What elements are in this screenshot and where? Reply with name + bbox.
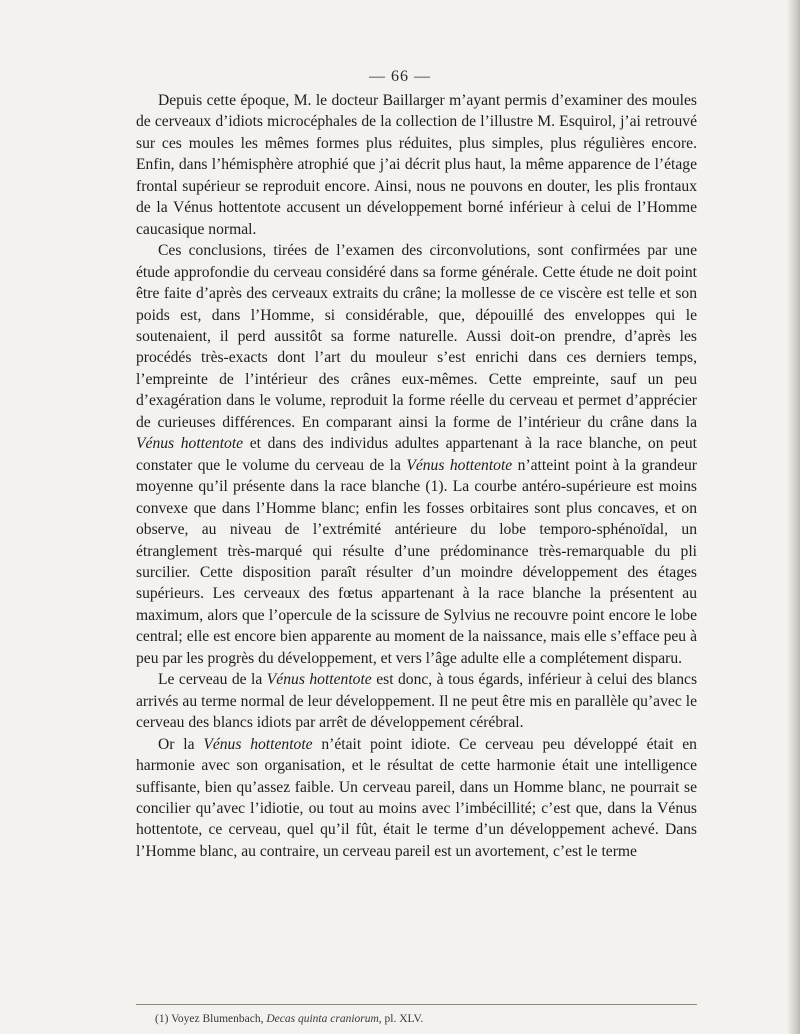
body-text — [136, 90, 697, 862]
italic-text-run: Vénus hottentote — [266, 671, 372, 689]
footnote-divider — [136, 1004, 697, 1005]
text-run: Or la — [158, 735, 204, 753]
italic-text-run: Decas quinta craniorum — [266, 1013, 379, 1025]
text-run: (1) Voyez Blumenbach, — [155, 1013, 267, 1025]
footnote — [155, 1012, 695, 1026]
page-number: — 66 — — [369, 68, 431, 85]
text-run: Ces conclusions, tirées de l’examen des circonvolutions, sont confirmées par une étude approfondie du cerveau considéré dans sa forme générale. Cette étude ne doit point être faite d’après des cerveaux extraits du crâne; la mollesse de ce viscère est telle et son poids est, dans l’Homme, si considérable, que, dépouillé des enveloppes qui le soutenaient, il perd aussitôt sa forme naturelle. Aussi doit-on prendre, d’après les procédés très-exacts dont l’art du mouleur s’est enrichi dans ces derniers temps, l’empreinte de l’intérieur des crânes eux-mêmes. Cette empreinte, sauf un peu d’exagération dans le volume, reproduit la forme réelle du cerveau et permet d’apprécier de curieuses différences. En comparant ainsi la forme de l’intérieur du crâne dans la — [136, 242, 697, 431]
text-run: et dans des individus adultes appartenant à la race blanche, on peut constater que le volume du cerveau de la — [136, 435, 697, 474]
italic-text-run: Vénus hottentote — [406, 456, 513, 474]
italic-text-run: Vénus hottentote — [203, 735, 313, 753]
paragraph — [136, 734, 697, 863]
paragraph — [136, 240, 697, 669]
text-run: n’atteint point à la grandeur moyenne qu’il présente dans la race blanche (1). La courbe antéro-supérieure est moins convexe que dans l’Homme blanc; enfin les fosses orbitaires sont plus concaves, et on observe, au niveau de l’extrémité antérieure du lobe temporo-sphénoïdal, un étranglement très-marqué qui résulte d’une prédominance très-remarquable du pli surcilier. Cette disposition paraît résulter d’un moindre développement des étages supérieurs. Les cerveaux des fœtus appartenant à la race blanche la présentent au maximum, alors que l’opercule de la scissure de Sylvius ne recouvre point encore le lobe central; elle est encore bien apparente au moment de la naissance, mais elle s’efface peu à peu par les progrès du développement, et vers l’âge adulte elle a complétement disparu. — [136, 456, 697, 667]
italic-text-run: Vénus hottentote — [136, 435, 244, 453]
paragraph — [136, 90, 697, 240]
page-edge-shadow — [788, 0, 800, 1034]
text-run: est donc, à tous égards, inférieur à celui des blancs arrivés au terme normal de leur développement. Il ne peut être mis en parallèle qu’avec le cerveau des blancs idiots par arrêt de développement cérébral. — [136, 671, 698, 732]
text-run: Le cerveau de la — [158, 671, 267, 689]
text-run: Depuis cette époque, M. le docteur Baillarger m’ayant permis d’examiner des moules de cerveaux d’idiots microcéphales de la collection de l’illustre M. Esquirol, j’ai retrouvé sur ces moules les mêmes formes plus réduites, plus simples, plus régulières encore. Enfin, dans l’hémisphère atrophié que j’ai décrit plus haut, la même apparence de l’étage frontal supérieur se reproduit encore. Ainsi, nous ne pouvons en douter, les plis frontaux de la Vénus hottentote accusent un développement borné inférieur à celui de l’Homme caucasique normal. — [136, 92, 697, 238]
paragraph — [136, 669, 697, 733]
text-run: , pl. XLV. — [378, 1013, 424, 1025]
text-run: n’était point idiote. Ce cerveau peu développé était en harmonie avec son organisation, et le résultat de cette harmonie était une intelligence suffisante, bien qu’assez faible. Un cerveau pareil, dans un Homme blanc, ne pourrait se concilier qu’avec l’idiotie, ou tout au moins avec l’imbécillité; c’est que, dans la Vénus hottentote, ce cerveau, quel qu’il fût, était le terme d’un développement achevé. Dans l’Homme blanc, au contraire, un cerveau pareil est un avortement, c’est le terme — [136, 735, 697, 860]
